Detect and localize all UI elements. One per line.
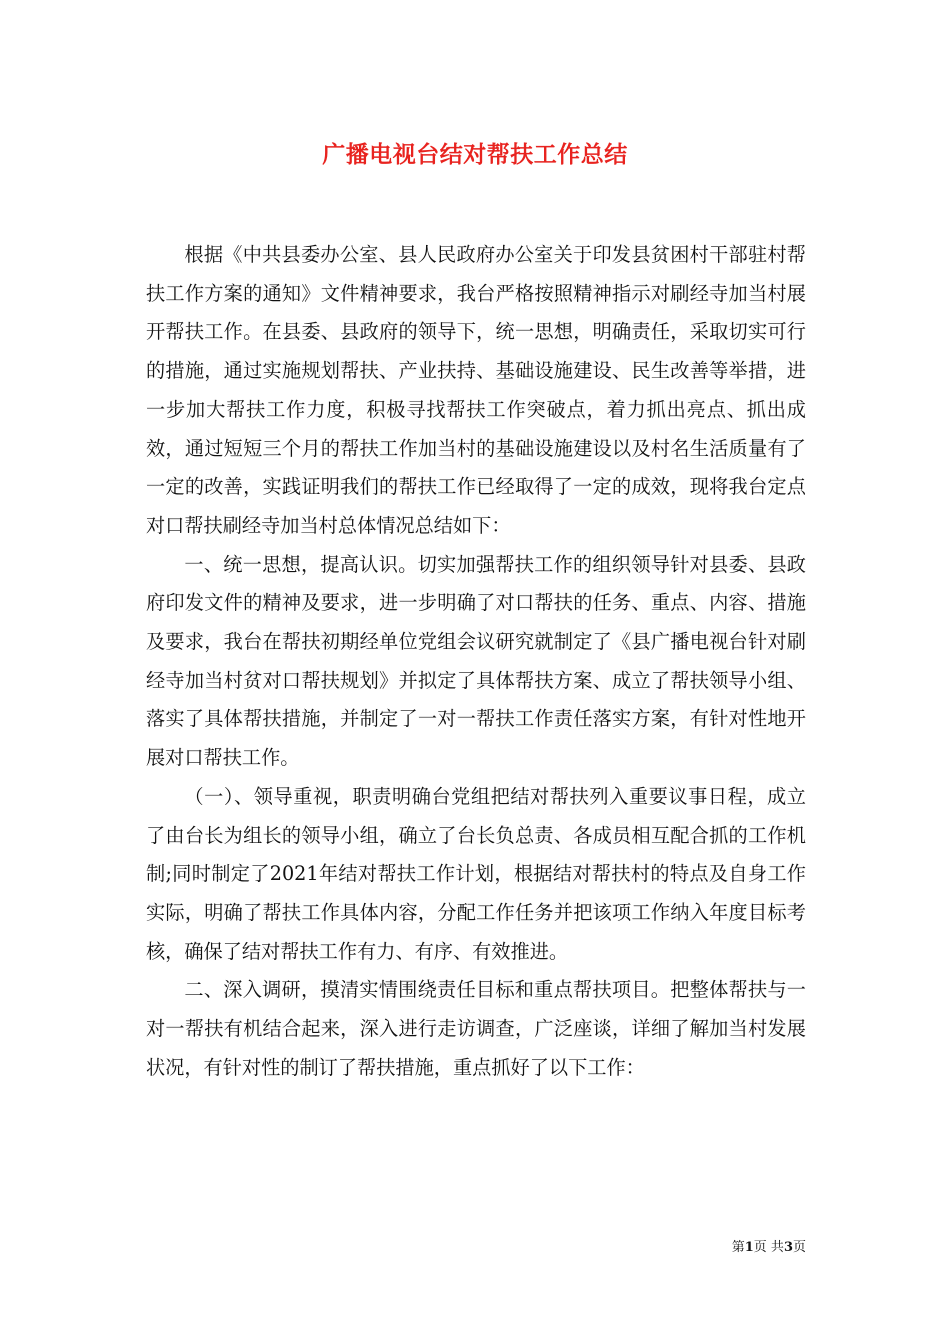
page-footer-prefix: 第 xyxy=(731,1240,745,1255)
page-footer-middle: 页 共 xyxy=(753,1240,784,1255)
document-title: 广播电视台结对帮扶工作总结 xyxy=(322,141,628,168)
paragraph-intro: 根据《中共县委办公室、县人民政府办公室关于印发县贫困村干部驻村帮扶工作方案的通知》文件精神要求，我台严格按照精神指示对刷经寺加当村展开帮扶工作。在县委、县政府的领导下，统一思想，明确责任，采取切实可行的措施，通过实施规划帮扶、产业扶持、基础设施建设、民生改善等举措，进一步加大帮扶工作力度，积极寻找帮扶工作突破点，着力抓出亮点、抓出成效，通过短短三个月的帮扶工作加当村的基础设施建设以及村名生活质量有了一定的改善，实践证明我们的帮扶工作已经取得了一定的成效，现将我台定点对口帮扶刷经寺加当村总体情况总结如下： xyxy=(146,243,806,537)
total-page-number: 3 xyxy=(783,1240,793,1255)
paragraph-section-2: 二、深入调研，摸清实情围绕责任目标和重点帮扶项目。把整体帮扶与一对一帮扶有机结合起来，深入进行走访调查，广泛座谈，详细了解加当村发展状况，有针对性的制订了帮扶措施，重点抓好了以下工作： xyxy=(146,978,806,1079)
document-body xyxy=(146,236,806,1087)
current-page-number: 1 xyxy=(744,1240,754,1255)
paragraph-subsection-1: （一）、领导重视，职责明确台党组把结对帮扶列入重要议事日程，成立了由台长为组长的领导小组，确立了台长负总责、各成员相互配合抓的工作机制;同时制定了2021年结对帮扶工作计划，根据结对帮扶村的特点及自身工作实际，明确了帮扶工作具体内容，分配工作任务并把该项工作纳入年度目标考核，确保了结对帮扶工作有力、有序、有效推进。 xyxy=(146,784,806,963)
page-number-footer xyxy=(0,1236,806,1255)
page-footer-suffix: 页 xyxy=(792,1240,806,1255)
paragraph-section-1: 一、统一思想，提高认识。切实加强帮扶工作的组织领导针对县委、县政府印发文件的精神及要求，进一步明确了对口帮扶的任务、重点、内容、措施及要求，我台在帮扶初期经单位党组会议研究就制定了《县广播电视台针对刷经寺加当村贫对口帮扶规划》并拟定了具体帮扶方案、成立了帮扶领导小组、落实了具体帮扶措施，并制定了一对一帮扶工作责任落实方案，有针对性地开展对口帮扶工作。 xyxy=(146,552,806,770)
